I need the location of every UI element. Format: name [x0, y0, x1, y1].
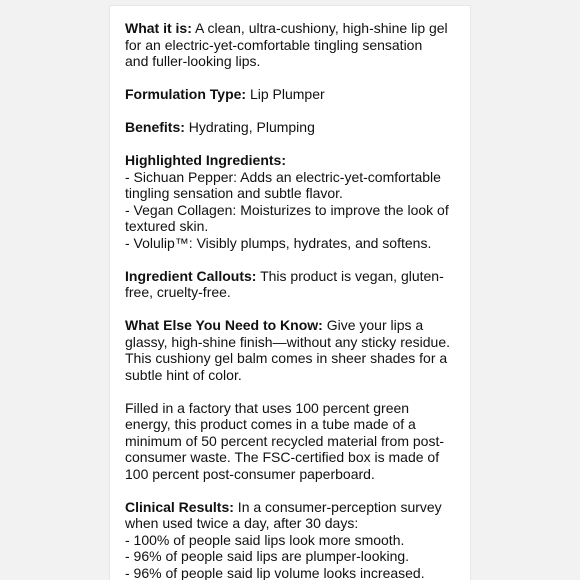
clinical-text: In a consumer-perception survey — [233, 498, 442, 515]
factory-text: energy, this product comes in a tube made of a — [125, 416, 416, 432]
factory-text: 100 percent post-consumer paperboard. — [125, 465, 375, 482]
what-else-label: What Else You Need to Know: — [125, 317, 323, 333]
factory-text: Filled in a factory that uses 100 percent green — [125, 399, 410, 416]
what-else-text: subtle hint of color. — [125, 366, 242, 383]
factory-text: consumer waste. The FSC-certified box is made of — [125, 449, 440, 465]
benefits-label: Benefits: — [125, 119, 185, 135]
ingredient-line: - Sichuan Pepper: Adds an electric-yet-comfortable — [125, 168, 441, 185]
what-it-is-section — [125, 20, 465, 70]
ingredient-line: - Vegan Collagen: Moisturizes to improve the look of — [125, 201, 449, 218]
clinical-results-label: Clinical Results: — [125, 498, 234, 515]
ingredient-line: tingling sensation and subtle flavor. — [125, 185, 343, 201]
what-it-is-text: A clean, ultra-cushiony, high-shine lip gel — [191, 20, 448, 36]
benefits-value: Hydrating, Plumping — [184, 119, 315, 135]
what-it-is-text: for an electric-yet-comfortable tingling sensation — [125, 36, 423, 53]
what-it-is-text: and fuller-looking lips. — [125, 53, 261, 69]
formulation-section — [125, 86, 465, 103]
highlighted-ingredients-label: Highlighted Ingredients: — [125, 152, 286, 168]
product-description — [125, 20, 465, 580]
ingredient-line: textured skin. — [125, 218, 209, 234]
ingredient-line: - Volulip™: Visibly plumps, hydrates, and softens. — [125, 234, 432, 251]
formulation-label: Formulation Type: — [125, 86, 247, 102]
clinical-result-item: - 100% of people said lips look more smooth. — [125, 531, 405, 548]
what-else-text: This cushiony gel balm comes in sheer shades for a — [125, 350, 448, 366]
what-else-text: Give your lips a — [322, 317, 424, 333]
what-else-text: glassy, high-shine finish—without any sticky residue. — [125, 333, 451, 350]
what-it-is-label: What it is: — [125, 20, 192, 36]
factory-text: minimum of 50 percent recycled material from post- — [125, 432, 444, 449]
clinical-result-item: - 96% of people said lip volume looks increased. — [125, 564, 425, 580]
callouts-text: This product is vegan, gluten- — [256, 267, 444, 284]
what-else-section — [125, 317, 465, 383]
ingredient-callouts-section — [125, 268, 465, 301]
callouts-text: free, cruelty-free. — [125, 284, 231, 300]
factory-section — [125, 400, 465, 483]
formulation-value: Lip Plumper — [246, 86, 325, 102]
clinical-result-item: - 96% of people said lips are plumper-looking. — [125, 548, 410, 564]
ingredient-callouts-label: Ingredient Callouts: — [125, 267, 257, 284]
clinical-text: when used twice a day, after 30 days: — [125, 515, 359, 531]
highlighted-ingredients-section — [125, 152, 465, 251]
benefits-section — [125, 119, 465, 136]
clinical-results-section — [125, 499, 465, 580]
